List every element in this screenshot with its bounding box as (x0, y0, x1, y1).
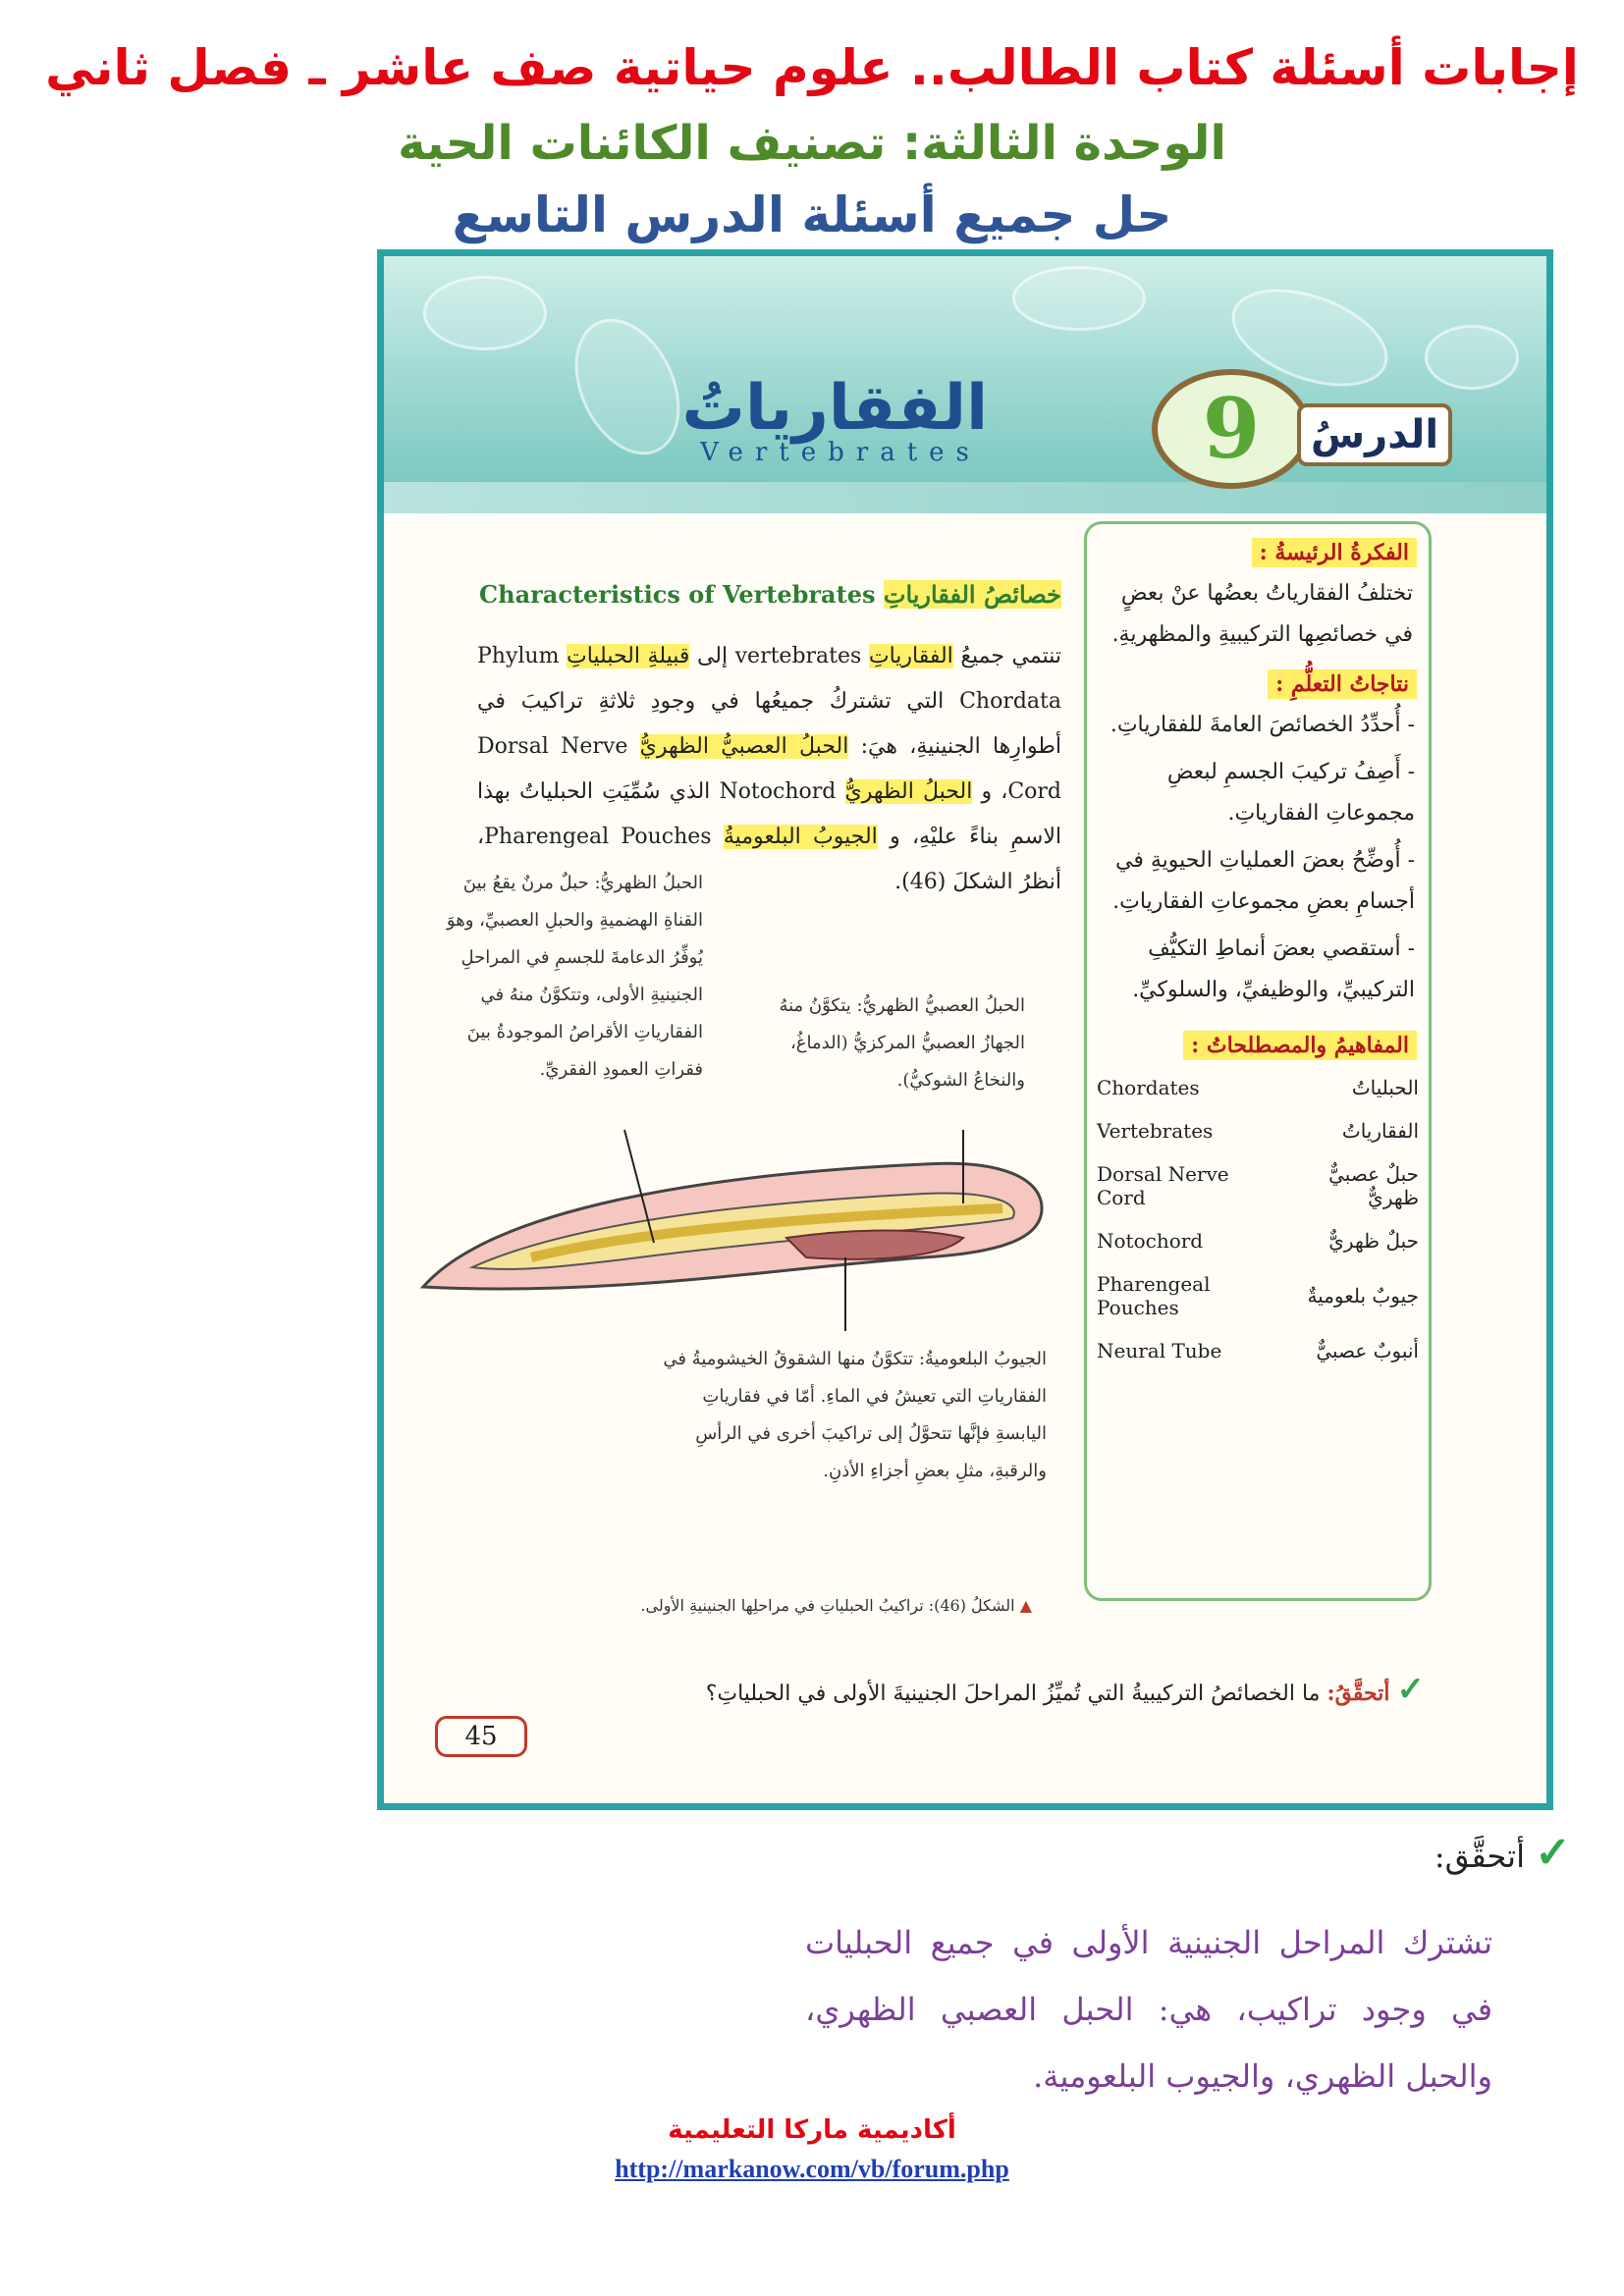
check-question-text: ما الخصائصُ التركيبيةُ التي تُميِّزُ المراحلَ الجنينيةَ الأولى في الحبلياتِ؟ (705, 1682, 1321, 1706)
pouches-caption: الجيوبُ البلعوميةُ: تتكوَّنُ منها الشقوقُ الخيشوميةُ في الفقارياتِ التي تعيشُ في الماءِ. أمّا في فقارياتِ اليابسةِ فإنَّها تتحوَّلُ إلى تراكيبَ أخرى في الرأسِ والرقبةِ، مثلِ بعضِ أجزاءِ الأذنِ. (663, 1349, 1047, 1481)
figure-caption-text: الشكلُ (46): تراكيبُ الحبلياتِ في مراحلِها الجنينيةِ الأولى. (640, 1596, 1015, 1615)
answer-label: أتحقَّق: (1434, 1838, 1525, 1875)
textbook-page-scan (377, 249, 1553, 1810)
checkmark-icon: ✓ (1535, 1828, 1571, 1878)
table-row (1087, 1262, 1429, 1329)
section-title: حل جميع أسئلة الدرس التاسع (452, 187, 1172, 243)
term-arabic: حبلٌ ظهريٌّ (1328, 1229, 1419, 1253)
figure-caption (423, 1596, 1032, 1615)
caption-marker: ▲ (1019, 1596, 1032, 1615)
lesson-number-badge: 9 (1152, 369, 1311, 489)
term-arabic: جيوبٌ بلعوميةٌ (1307, 1284, 1419, 1308)
term-english: Pharengeal Pouches (1097, 1272, 1211, 1319)
table-row (1087, 1066, 1429, 1109)
check-question (561, 1670, 1425, 1709)
para-text: Phylum Chordata التي تشتركُ جميعُها في وجودِ ثلاثةِ تراكيبَ في أطوارِها الجنينيةِ، هيَ: (477, 644, 1062, 759)
checkmark-icon: ✓ (1396, 1670, 1425, 1709)
highlight-term: الفقارياتِ (868, 644, 953, 668)
term-english: Dorsal Nerve Cord (1097, 1162, 1229, 1209)
check-label: أتحقَّقُ: (1326, 1681, 1390, 1706)
list-item: - أُحدِّدُ الخصائصَ العامةَ للفقارياتِ. (1110, 713, 1415, 737)
para-text: vertebrates إلى (696, 644, 862, 668)
term-arabic: أنبوبٌ عصبيٌّ (1316, 1339, 1419, 1362)
table-row (1087, 1329, 1429, 1372)
main-idea-text: تختلفُ الفقارياتُ بعضُها عنْ بعضٍ في خصائصِها التركيبيةِ والمظهريةِ. (1111, 581, 1413, 647)
section-heading-english: Characteristics of Vertebrates (479, 580, 876, 609)
para-text: Pharengeal Pouches، أنظرُ الشكلَ (46). (477, 825, 1061, 894)
answer-text: تشترك المراحل الجنينية الأولى في جميع الحبليات في وجود تراكيب، هي: الحبل العصبي الظهري، والحبل الظهري، والجيوب البلعومية. (805, 1924, 1492, 2095)
doc-title: إجابات أسئلة كتاب الطالب.. علوم حياتية صف عاشر ـ فصل ثاني (45, 39, 1579, 96)
term-english: Chordates (1097, 1076, 1200, 1099)
term-english: Neural Tube (1097, 1339, 1222, 1362)
chordate-embryo-illustration (413, 1120, 1052, 1336)
outcomes-list (1087, 705, 1429, 1011)
term-arabic: الفقارياتُ (1341, 1119, 1419, 1143)
main-idea-heading: الفكرةُ الرئيسةُ : (1252, 538, 1417, 567)
lesson-sidebar (1084, 521, 1432, 1601)
term-arabic: الحبلياتُ (1351, 1076, 1419, 1099)
page-number: 45 (435, 1716, 527, 1757)
lesson-label: الدرسُ (1297, 403, 1452, 466)
notochord-caption: الحبلُ الظهريُّ: حبلٌ مرنٌ يقعُ بينَ القناةِ الهضميةِ والحبلِ العصبيِّ، وهوَ يُوفِّرُ الدعامةَ للجسمِ في المراحلِ الجنينيةِ الأولى، وتتكوَّنُ منهُ في الفقارياتِ الأقراصُ الموجودةُ بينَ فقراتِ العمودِ الفقريِّ. (446, 873, 703, 1080)
highlight-term: الحبلُ العصبيُّ الظهريُّ (639, 734, 849, 759)
list-item: - أستقصي بعضَ أنماطِ التكيُّفِ التركيبيِّ، والوظيفيِّ، والسلوكيِّ. (1132, 936, 1415, 1002)
section-heading-arabic: خصائصُ الفقارياتِ (883, 580, 1061, 609)
list-item: - أَصِفُ تركيبَ الجسمِ لبعضِ مجموعاتِ الفقارياتِ. (1166, 760, 1415, 826)
academy-name: أكاديمية ماركا التعليمية (668, 2115, 956, 2145)
outcomes-heading: نتاجاتُ التعلُّمِ : (1268, 669, 1417, 699)
section-heading (477, 580, 1061, 609)
table-row (1087, 1219, 1429, 1262)
answer-heading (1276, 1828, 1571, 1878)
lesson-title-arabic: الفقارياتُ (681, 372, 988, 445)
para-text: تنتمي جميعُ (960, 644, 1061, 668)
highlight-term: الحبلُ الظهريُّ (844, 779, 973, 804)
terms-heading: المفاهيمُ والمصطلحاتُ : (1183, 1031, 1417, 1060)
table-row (1087, 1152, 1429, 1219)
table-row (1087, 1109, 1429, 1152)
forum-link[interactable]: http://markanow.com/vb/forum.php (615, 2155, 1009, 2183)
unit-title: الوحدة الثالثة: تصنيف الكائنات الحية (398, 116, 1226, 171)
nerve-cord-caption: الحبلُ العصبيُّ الظهريُّ: يتكوَّنُ منهُ الجهازُ العصبيُّ المركزيُّ (الدماغُ، والنخاعُ الشوكيُّ). (779, 995, 1025, 1091)
term-english: Vertebrates (1097, 1119, 1214, 1143)
terms-table (1087, 1066, 1429, 1372)
para-text: Notochord الذي سُمِّيَتِ الحبلياتُ بهذا الاسمِ بناءً عليْهِ، و (477, 779, 1061, 849)
banner-strip (384, 482, 1546, 513)
list-item: - أُوضِّحُ بعضَ العملياتِ الحيويةِ في أجسامِ بعضِ مجموعاتِ الفقارياتِ. (1112, 848, 1415, 914)
term-english: Notochord (1097, 1229, 1204, 1253)
lesson-title-english: Vertebrates (700, 438, 981, 467)
para-text: Dorsal Nerve Cord، و (477, 734, 1061, 804)
highlight-term: قبيلةِ الحبلياتِ (567, 644, 690, 668)
term-arabic: حبلٌ عصبيٌّ ظهريٌّ (1328, 1162, 1419, 1209)
highlight-term: الجيوبُ البلعوميةُ (723, 825, 878, 849)
